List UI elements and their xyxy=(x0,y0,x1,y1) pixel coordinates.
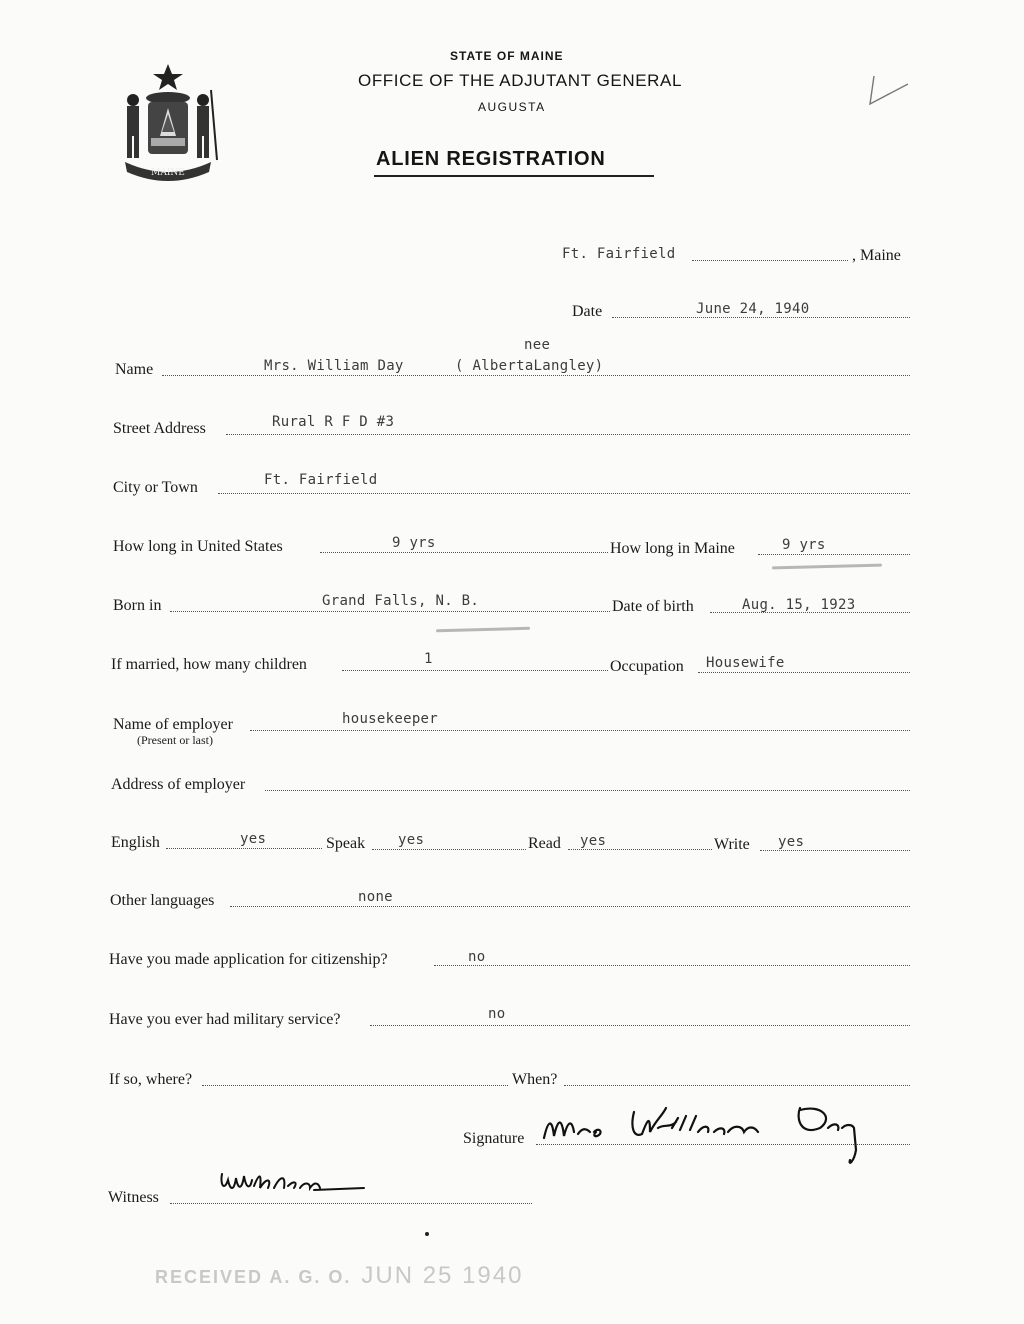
military-label: Have you ever had military service? xyxy=(109,1011,341,1028)
born-in-value: Grand Falls, N. B. xyxy=(322,593,480,609)
city-value: Ft. Fairfield xyxy=(264,472,378,488)
years-us-line xyxy=(320,551,608,553)
years-maine-value: 9 yrs xyxy=(782,537,826,553)
pencil-mark xyxy=(436,627,530,632)
read-label: Read xyxy=(528,835,561,852)
born-in-line xyxy=(170,610,610,612)
read-value: yes xyxy=(580,833,607,849)
form-title: ALIEN REGISTRATION xyxy=(376,148,606,170)
other-languages-value: none xyxy=(358,889,393,905)
where-line xyxy=(202,1084,508,1086)
speak-label: Speak xyxy=(326,835,366,852)
military-line xyxy=(370,1024,910,1026)
other-languages-line xyxy=(230,905,910,907)
ink-dot xyxy=(425,1232,429,1236)
maiden-name-value: ( AlbertaLangley) xyxy=(455,358,604,374)
occupation-label: Occupation xyxy=(610,658,684,675)
name-value: Mrs. William Day xyxy=(264,358,404,374)
date-value: June 24, 1940 xyxy=(696,301,810,317)
received-stamp: RECEIVED A. G. O. JUN 25 1940 xyxy=(155,1262,524,1289)
city-label: City or Town xyxy=(113,479,198,496)
employer-address-label: Address of employer xyxy=(111,776,246,793)
employer-value: housekeeper xyxy=(342,711,439,727)
when-line xyxy=(564,1084,910,1086)
write-label: Write xyxy=(714,836,750,853)
street-address-label: Street Address xyxy=(113,420,206,437)
maine-state-seal xyxy=(113,60,223,185)
born-in-label: Born in xyxy=(113,597,162,614)
witness-signature xyxy=(214,1160,374,1210)
name-nee: nee xyxy=(524,337,551,353)
name-line xyxy=(162,374,910,376)
applicant-signature xyxy=(538,1098,878,1170)
children-label: If married, how many children xyxy=(111,656,307,673)
citizenship-value: no xyxy=(468,949,486,965)
street-address-line xyxy=(226,433,910,435)
place-line xyxy=(692,259,848,261)
svg-text:MAINE: MAINE xyxy=(151,168,185,178)
occupation-line xyxy=(698,671,910,673)
name-label: Name xyxy=(115,361,154,378)
date-label: Date xyxy=(572,303,603,320)
citizenship-line xyxy=(434,964,910,966)
title-underline xyxy=(374,175,654,177)
employer-address-line xyxy=(265,789,910,791)
date-of-birth-value: Aug. 15, 1923 xyxy=(742,597,856,613)
write-value: yes xyxy=(778,834,805,850)
military-value: no xyxy=(488,1006,506,1022)
speak-line xyxy=(372,848,526,850)
where-label: If so, where? xyxy=(109,1071,193,1088)
employer-sub-label: (Present or last) xyxy=(137,733,213,747)
years-maine-label: How long in Maine xyxy=(610,540,735,557)
speak-value: yes xyxy=(398,832,425,848)
state-heading: STATE OF MAINE xyxy=(450,49,564,63)
place-suffix: , Maine xyxy=(852,247,901,264)
years-maine-line xyxy=(758,553,910,555)
children-line xyxy=(342,669,608,671)
other-languages-label: Other languages xyxy=(110,892,215,909)
english-value: yes xyxy=(240,831,267,847)
city-heading: AUGUSTA xyxy=(478,100,546,114)
children-value: 1 xyxy=(424,651,433,667)
date-of-birth-label: Date of birth xyxy=(612,598,694,615)
citizenship-label: Have you made application for citizenship? xyxy=(109,951,388,968)
english-label: English xyxy=(111,834,160,851)
street-address-value: Rural R F D #3 xyxy=(272,414,395,430)
office-heading: OFFICE OF THE ADJUTANT GENERAL xyxy=(358,71,683,90)
employer-line xyxy=(250,729,910,731)
years-us-label: How long in United States xyxy=(113,538,283,555)
when-label: When? xyxy=(512,1071,558,1088)
occupation-value: Housewife xyxy=(706,655,785,671)
pencil-mark xyxy=(772,564,882,570)
witness-label: Witness xyxy=(108,1189,159,1206)
english-line xyxy=(166,847,322,849)
signature-label: Signature xyxy=(463,1130,525,1147)
place-value: Ft. Fairfield xyxy=(562,246,676,262)
city-line xyxy=(218,492,910,494)
employer-label: Name of employer xyxy=(113,716,233,733)
check-mark-icon xyxy=(866,74,912,110)
years-us-value: 9 yrs xyxy=(392,535,436,551)
